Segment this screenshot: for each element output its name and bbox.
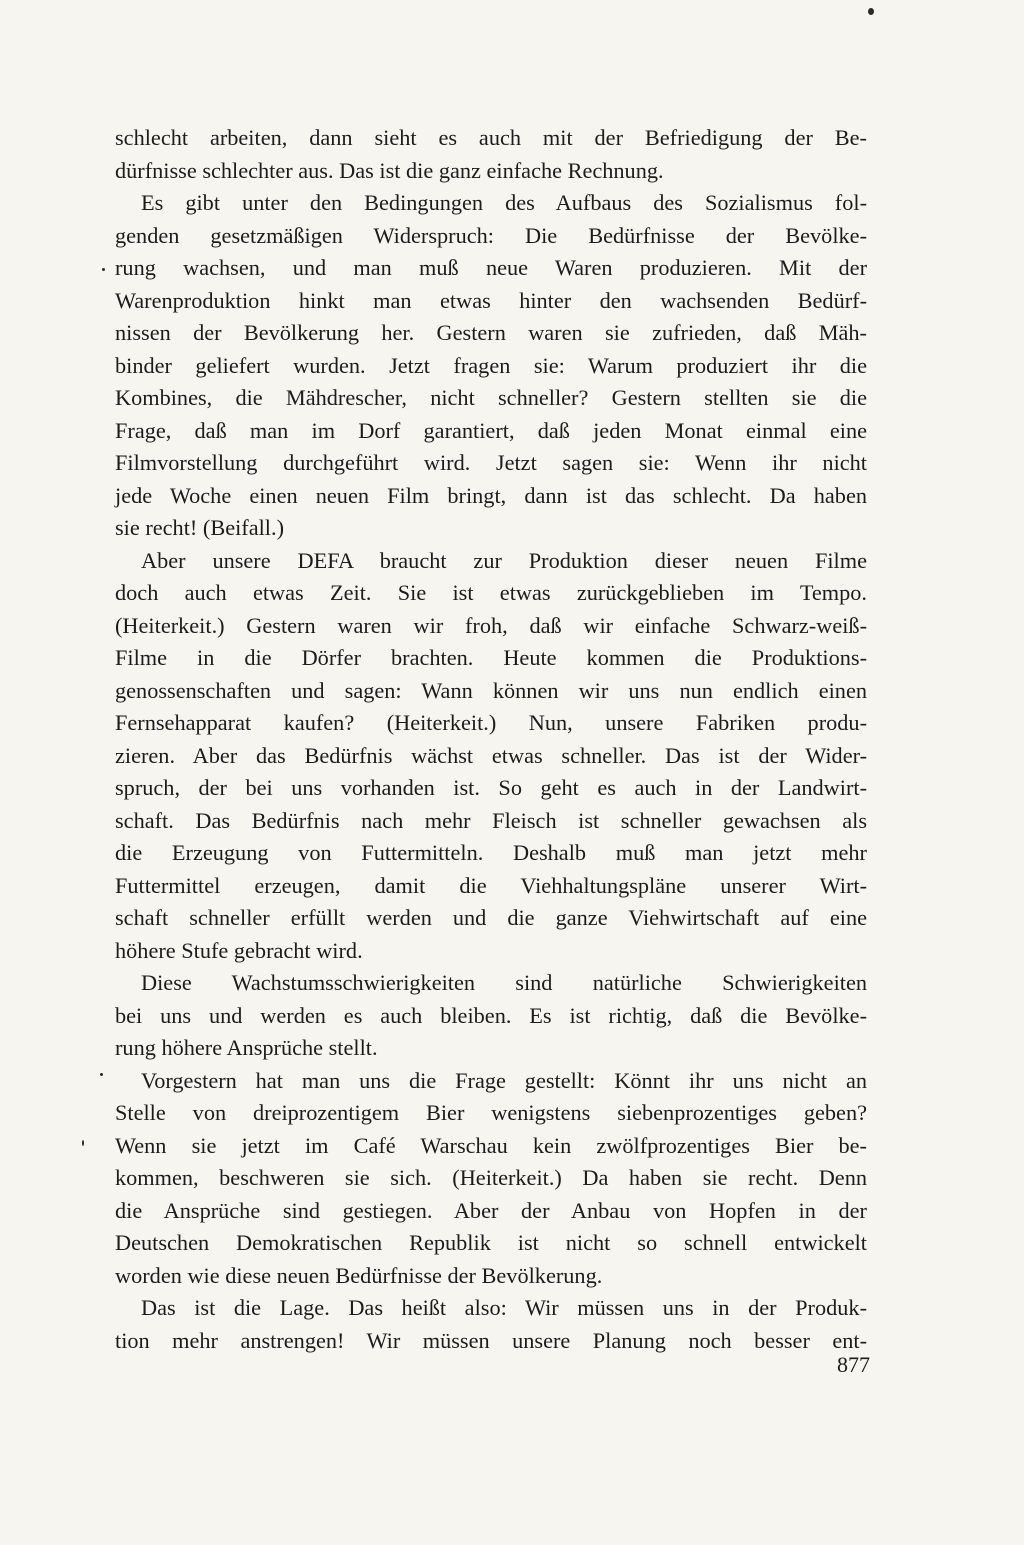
text-line: schaft schneller erfüllt werden und die ganze Viehwirtschaft auf eine (115, 905, 867, 930)
text-line: Vorgestern hat man uns die Frage gestellt: Könnt ihr uns nicht an (141, 1067, 867, 1093)
text-line: Aber unsere DEFA braucht zur Produktion dieser neuen Filme (141, 547, 867, 573)
text-line: rung höhere Ansprüche stellt. (115, 1035, 378, 1060)
text-line: Warenproduktion hinkt man etwas hinter den wachsenden Bedürf- (115, 287, 867, 313)
text-line: Diese Wachstumsschwierigkeiten sind natürliche Schwierigkeiten (141, 970, 867, 995)
page-number: 877 (837, 1352, 870, 1377)
text-line: Futtermittel erzeugen, damit die Viehhaltungspläne unserer Wirt- (115, 872, 867, 898)
text-line: sie recht! (Beifall.) (115, 515, 285, 540)
text-line: Wenn sie jetzt im Café Warschau kein zwölfprozentiges Bier be- (115, 1132, 867, 1158)
text-line: rung wachsen, und man muß neue Waren produzieren. Mit der (115, 255, 867, 280)
text-line: (Heiterkeit.) Gestern waren wir froh, daß wir einfache Schwarz-weiß- (115, 612, 867, 638)
text-line: Es gibt unter den Bedingungen des Aufbaus des Sozialismus fol- (141, 190, 867, 215)
text-line: doch auch etwas Zeit. Sie ist etwas zurückgeblieben im Tempo. (115, 580, 867, 605)
text-line: worden wie diese neuen Bedürfnisse der Bevölkerung. (115, 1262, 603, 1288)
text-line: höhere Stufe gebracht wird. (115, 937, 363, 963)
text-line: Stelle von dreiprozentigem Bier wenigstens siebenprozentiges geben? (115, 1100, 867, 1125)
text-line: schlecht arbeiten, dann sieht es auch mit der Befriedigung der Be- (115, 125, 867, 150)
text-line: binder geliefert wurden. Jetzt fragen sie: Warum produziert ihr die (115, 352, 867, 378)
text-line: Kombines, die Mähdrescher, nicht schneller? Gestern stellten sie die (115, 385, 867, 410)
text-line: tion mehr anstrengen! Wir müssen unsere Planung noch besser ent- (115, 1327, 867, 1353)
text-line: schaft. Das Bedürfnis nach mehr Fleisch ist schneller gewachsen als (115, 807, 867, 833)
text-line: Filme in die Dörfer brachten. Heute kommen die Produktions- (115, 645, 867, 670)
text-line: Filmvorstellung durchgeführt wird. Jetzt sagen sie: Wenn ihr nicht (115, 450, 867, 475)
text-line: Frage, daß man im Dorf garantiert, daß jeden Monat einmal eine (115, 417, 867, 443)
ink-speck (100, 1073, 103, 1076)
text-line: bei uns und werden es auch bleiben. Es ist richtig, daß die Bevölke- (115, 1002, 867, 1028)
text-line: genossenschaften und sagen: Wann können wir uns nun endlich einen (115, 677, 867, 703)
text-line: Das ist die Lage. Das heißt also: Wir müssen uns in der Produk- (141, 1295, 867, 1320)
text-line: die Ansprüche sind gestiegen. Aber der Anbau von Hopfen in der (115, 1197, 867, 1223)
text-line: nissen der Bevölkerung her. Gestern waren sie zufrieden, daß Mäh- (115, 320, 867, 345)
text-line: kommen, beschweren sie sich. (Heiterkeit.) Da haben sie recht. Denn (115, 1165, 867, 1190)
text-line: die Erzeugung von Futtermitteln. Deshalb muß man jetzt mehr (115, 840, 867, 865)
text-line: Deutschen Demokratischen Republik ist nicht so schnell entwickelt (115, 1230, 867, 1255)
text-line: genden gesetzmäßigen Widerspruch: Die Bedürfnisse der Bevölke- (115, 222, 867, 248)
ink-speck (868, 8, 874, 15)
text-line: spruch, der bei uns vorhanden ist. So geht es auch in der Landwirt- (115, 775, 867, 800)
text-line: Fernsehapparat kaufen? (Heiterkeit.) Nun, unsere Fabriken produ- (115, 710, 867, 735)
ink-speck (82, 1140, 84, 1146)
text-line: dürfnisse schlechter aus. Das ist die ganz einfache Rechnung. (115, 157, 664, 183)
text-line: jede Woche einen neuen Film bringt, dann ist das schlecht. Da haben (115, 482, 867, 508)
text-line: zieren. Aber das Bedürfnis wächst etwas schneller. Das ist der Wider- (115, 742, 867, 768)
ink-speck (102, 268, 105, 271)
body-text (115, 122, 867, 1357)
